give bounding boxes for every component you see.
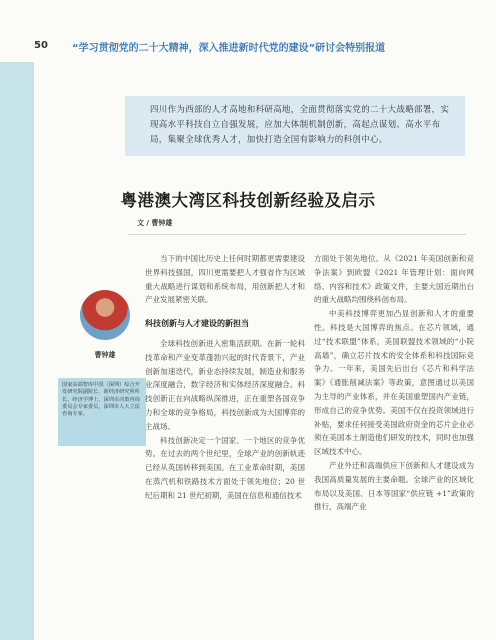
page-number: 50 <box>34 40 48 51</box>
pull-quote-text: 四川作为西部的人才高地和科研高地，全面贯彻落实党的二十大战略部署，实现高水平科技自立自强发展，应加大体制机制创新，高起点谋划、高水平布局，集聚全球优秀人才，加快打造全国有影响力的科创中心。 <box>150 105 450 145</box>
title-divider <box>128 234 466 235</box>
article-title: 粤港澳大湾区科技创新经验及启示 <box>120 191 376 210</box>
column-left <box>145 252 305 503</box>
author-bio-text: 国家高端智库中国（深圳）综合开发研究院副院长、新经济研究所所长、经济学博士，深圳市决策咨询委员会专家委员，深圳市人大立法咨询专家。 <box>62 382 140 418</box>
paragraph: 方面处于领先地位。从《2021 年美国创新和竞争法案》到欧盟《2021 年管理计划：面向网络、内容和技术》政策文件，主要大国近期出台的重大战略均围绕科创布局。 <box>314 254 474 305</box>
running-title: “学习贯彻党的二十大精神，深入推进新时代党的建设”研讨会特别报道 <box>72 43 386 54</box>
paragraph: 科技创新决定一个国家、一个地区的竞争优势。在过去的两个世纪里，全球产业的创新轨迹已经从英国转移到美国。在工业革命时期，美国在蒸汽机和铁路技术方面处于领先地位；20 世纪后期和 21 世纪初期，美国在信息和通信技术 <box>145 435 305 500</box>
paragraph: 中美科技博弈更加凸显创新和人才的重要性。科技是大国博弈的焦点。在芯片领域，通过“技术联盟”体系，美国联盟技术领域的“小院高墙”，确立芯片技术的安全体系和科技国际竞争力。一年来，美国先后出台《芯片和科学法案》《通胀削减法案》等政策，意图通过以美国为主导的产业体系，并在美国重塑国内产业链，形成自己的竞争优势。美国不仅在投资领域进行补贴，要求任何接受美国政府资金的芯片企业必须在美国本土制造他们研发的技术，同时也加强区域技术中心。 <box>314 309 474 457</box>
paragraph: 全球科技创新进入密集活跃期。在新一轮科技革命和产业变革蓬勃兴起的时代背景下，产业创新加速迭代，新业态持续发展，制造业和服务业深度融合，数字经济和实体经济深度融合。科技创新正在向战略纵深推进，正在重塑各国竞争力和全球的竞争格局，科技创新成为大国博弈的主战场。 <box>145 338 305 431</box>
column-right <box>314 252 474 514</box>
article-author: 文 / 曹钟雄 <box>137 219 173 227</box>
section-heading: 科技创新与人才建设的新担当 <box>145 319 249 329</box>
decorative-sidebar <box>0 62 34 640</box>
portrait-caption: 曹钟雄 <box>94 351 116 359</box>
author-portrait <box>80 290 130 340</box>
page-header <box>0 36 496 58</box>
paragraph: 产业外迁和高端供应下创新和人才建设成为我国高质量发展的主要命题。全球产业的区域化布局以及美国、日本等国家“供应链 +1”政策的推行，高端产业 <box>314 460 474 512</box>
paragraph: 当下的中国比历史上任何时期都更需要建设世界科技强国，四川更需要把人才强省作为区域重大战略进行谋划和系统布局，用创新把人才和产业发展紧密关联。 <box>145 254 305 305</box>
